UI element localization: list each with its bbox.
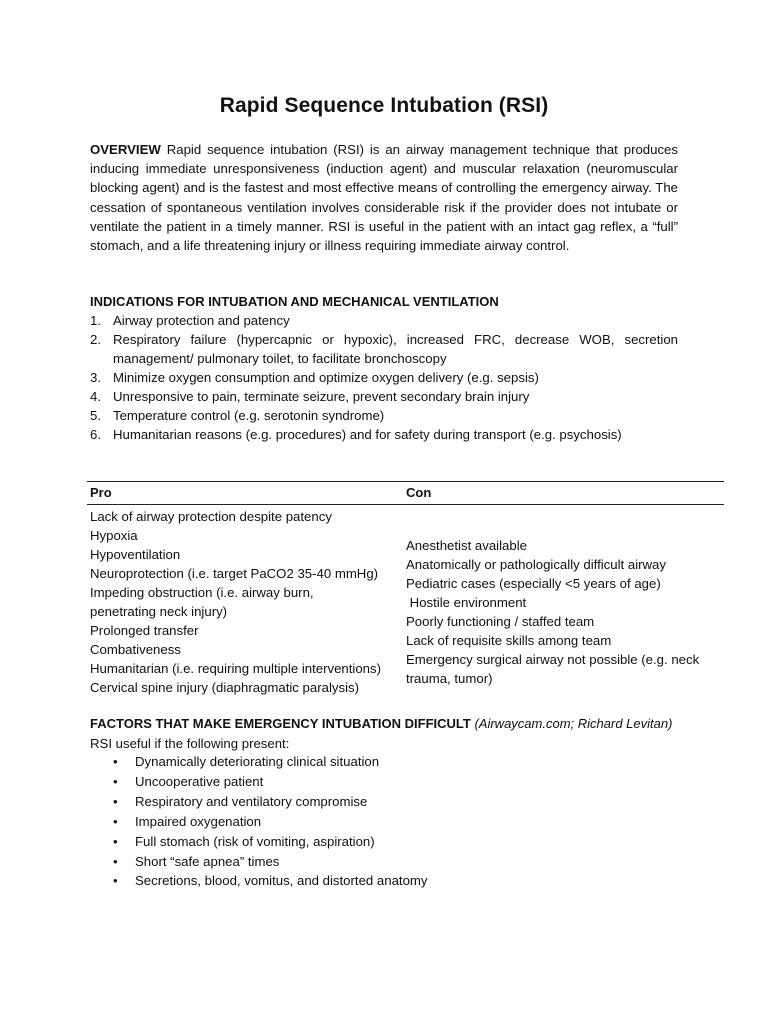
con-item: Anatomically or pathologically difficult airway	[406, 557, 666, 572]
list-item-text: Secretions, blood, vomitus, and distorted anatomy	[135, 873, 428, 889]
overview-text: Rapid sequence intubation (RSI) is an airway management technique that produces inducing immediate unresponsiveness (induction agent) and muscular relaxation (neuromuscular blocking agent) and is the fastest and most effective means of controlling the emergency airway. The cessation of spontaneous ventilation involves considerable risk if the provider does not intubate or ventilate the patient in a timely manner. RSI is useful in the patient with an intact gag reflex, a “full” stomach, and a life threatening injury or illness requiring immediate airway control.	[90, 142, 678, 254]
list-item-text: Uncooperative patient	[135, 773, 264, 789]
con-item: Poorly functioning / staffed team	[406, 614, 595, 629]
list-item-text: Dynamically deteriorating clinical situation	[135, 754, 380, 769]
con-column	[406, 536, 724, 688]
list-number: 2.	[90, 332, 101, 347]
con-item: Anesthetist available	[406, 538, 527, 553]
pro-item: Cervical spine injury (diaphragmatic paralysis)	[90, 680, 359, 695]
list-item	[113, 772, 427, 792]
list-item	[90, 330, 678, 368]
factors-heading	[90, 714, 672, 733]
con-item: Pediatric cases (especially <5 years of age)	[406, 576, 661, 591]
con-item: Lack of requisite skills among team	[406, 633, 612, 648]
list-item-text: Respiratory failure (hypercapnic or hypoxic), increased FRC, decrease WOB, secretion management/ pulmonary toilet, to facilitate bronchoscopy	[113, 332, 678, 366]
list-number: 5.	[90, 408, 101, 423]
factors-source: (Airwaycam.com; Richard Levitan)	[474, 716, 673, 731]
list-item	[90, 368, 678, 387]
list-item	[90, 425, 678, 444]
factors-list	[113, 752, 427, 891]
list-item	[90, 311, 678, 330]
list-item-text: Full stomach (risk of vomiting, aspiration)	[135, 833, 375, 849]
list-item-text: Humanitarian reasons (e.g. procedures) and for safety during transport (e.g. psychosis)	[113, 427, 622, 442]
pro-item: Combativeness	[90, 642, 181, 657]
pro-item: Lack of airway protection despite patency	[90, 509, 332, 524]
list-item-text: Temperature control (e.g. serotonin syndrome)	[113, 408, 385, 423]
page-title: Rapid Sequence Intubation (RSI)	[219, 94, 549, 117]
pro-item: Hypoxia	[90, 528, 138, 543]
table-body	[87, 505, 724, 701]
indications-list	[90, 311, 678, 444]
pro-column	[90, 507, 406, 697]
list-item-text: Airway protection and patency	[113, 313, 290, 328]
con-item: Hostile environment	[406, 595, 527, 610]
bullet-icon: •	[113, 873, 118, 889]
bullet-icon: •	[113, 754, 118, 769]
list-item-text: Short “safe apnea” times	[135, 853, 280, 869]
list-number: 6.	[90, 427, 101, 442]
bullet-icon: •	[113, 773, 118, 789]
list-number: 3.	[90, 370, 101, 385]
list-number: 4.	[90, 389, 101, 404]
factors-heading-text: FACTORS THAT MAKE EMERGENCY INTUBATION DIFFICULT	[90, 716, 471, 731]
pro-item: Hypoventilation	[90, 547, 181, 562]
list-item	[90, 387, 678, 406]
pro-item: Neuroprotection (i.e. target PaCO2 35-40 mmHg)	[90, 566, 379, 581]
list-item	[113, 812, 427, 832]
overview-label: OVERVIEW	[90, 142, 161, 157]
pro-con-table	[87, 481, 724, 701]
list-item-text: Impaired oxygenation	[135, 813, 262, 829]
bullet-icon: •	[113, 813, 118, 829]
list-item-text: Unresponsive to pain, terminate seizure, prevent secondary brain injury	[113, 389, 530, 404]
pro-item: Impeding obstruction (i.e. airway burn, penetrating neck injury)	[90, 585, 314, 619]
list-item	[113, 832, 427, 852]
list-item	[90, 406, 678, 425]
list-item	[113, 792, 427, 812]
con-column-header: Con	[406, 485, 432, 500]
list-item-text: Minimize oxygen consumption and optimize oxygen delivery (e.g. sepsis)	[113, 370, 539, 385]
bullet-icon: •	[113, 833, 118, 849]
bullet-icon: •	[113, 793, 118, 809]
factors-subheading: RSI useful if the following present:	[90, 736, 290, 751]
pro-column-header: Pro	[90, 485, 112, 500]
list-item-text: Respiratory and ventilatory compromise	[135, 793, 368, 809]
table-header-row	[87, 481, 724, 505]
list-item	[113, 871, 427, 891]
overview-paragraph	[90, 140, 678, 255]
list-item	[113, 852, 427, 872]
indications-heading: INDICATIONS FOR INTUBATION AND MECHANICAL VENTILATION	[90, 294, 499, 309]
pro-item: Humanitarian (i.e. requiring multiple interventions)	[90, 661, 381, 676]
list-number: 1.	[90, 313, 101, 328]
pro-item: Prolonged transfer	[90, 623, 199, 638]
bullet-icon: •	[113, 853, 118, 869]
con-item: Emergency surgical airway not possible (e.g. neck trauma, tumor)	[406, 652, 700, 686]
list-item	[113, 752, 427, 772]
